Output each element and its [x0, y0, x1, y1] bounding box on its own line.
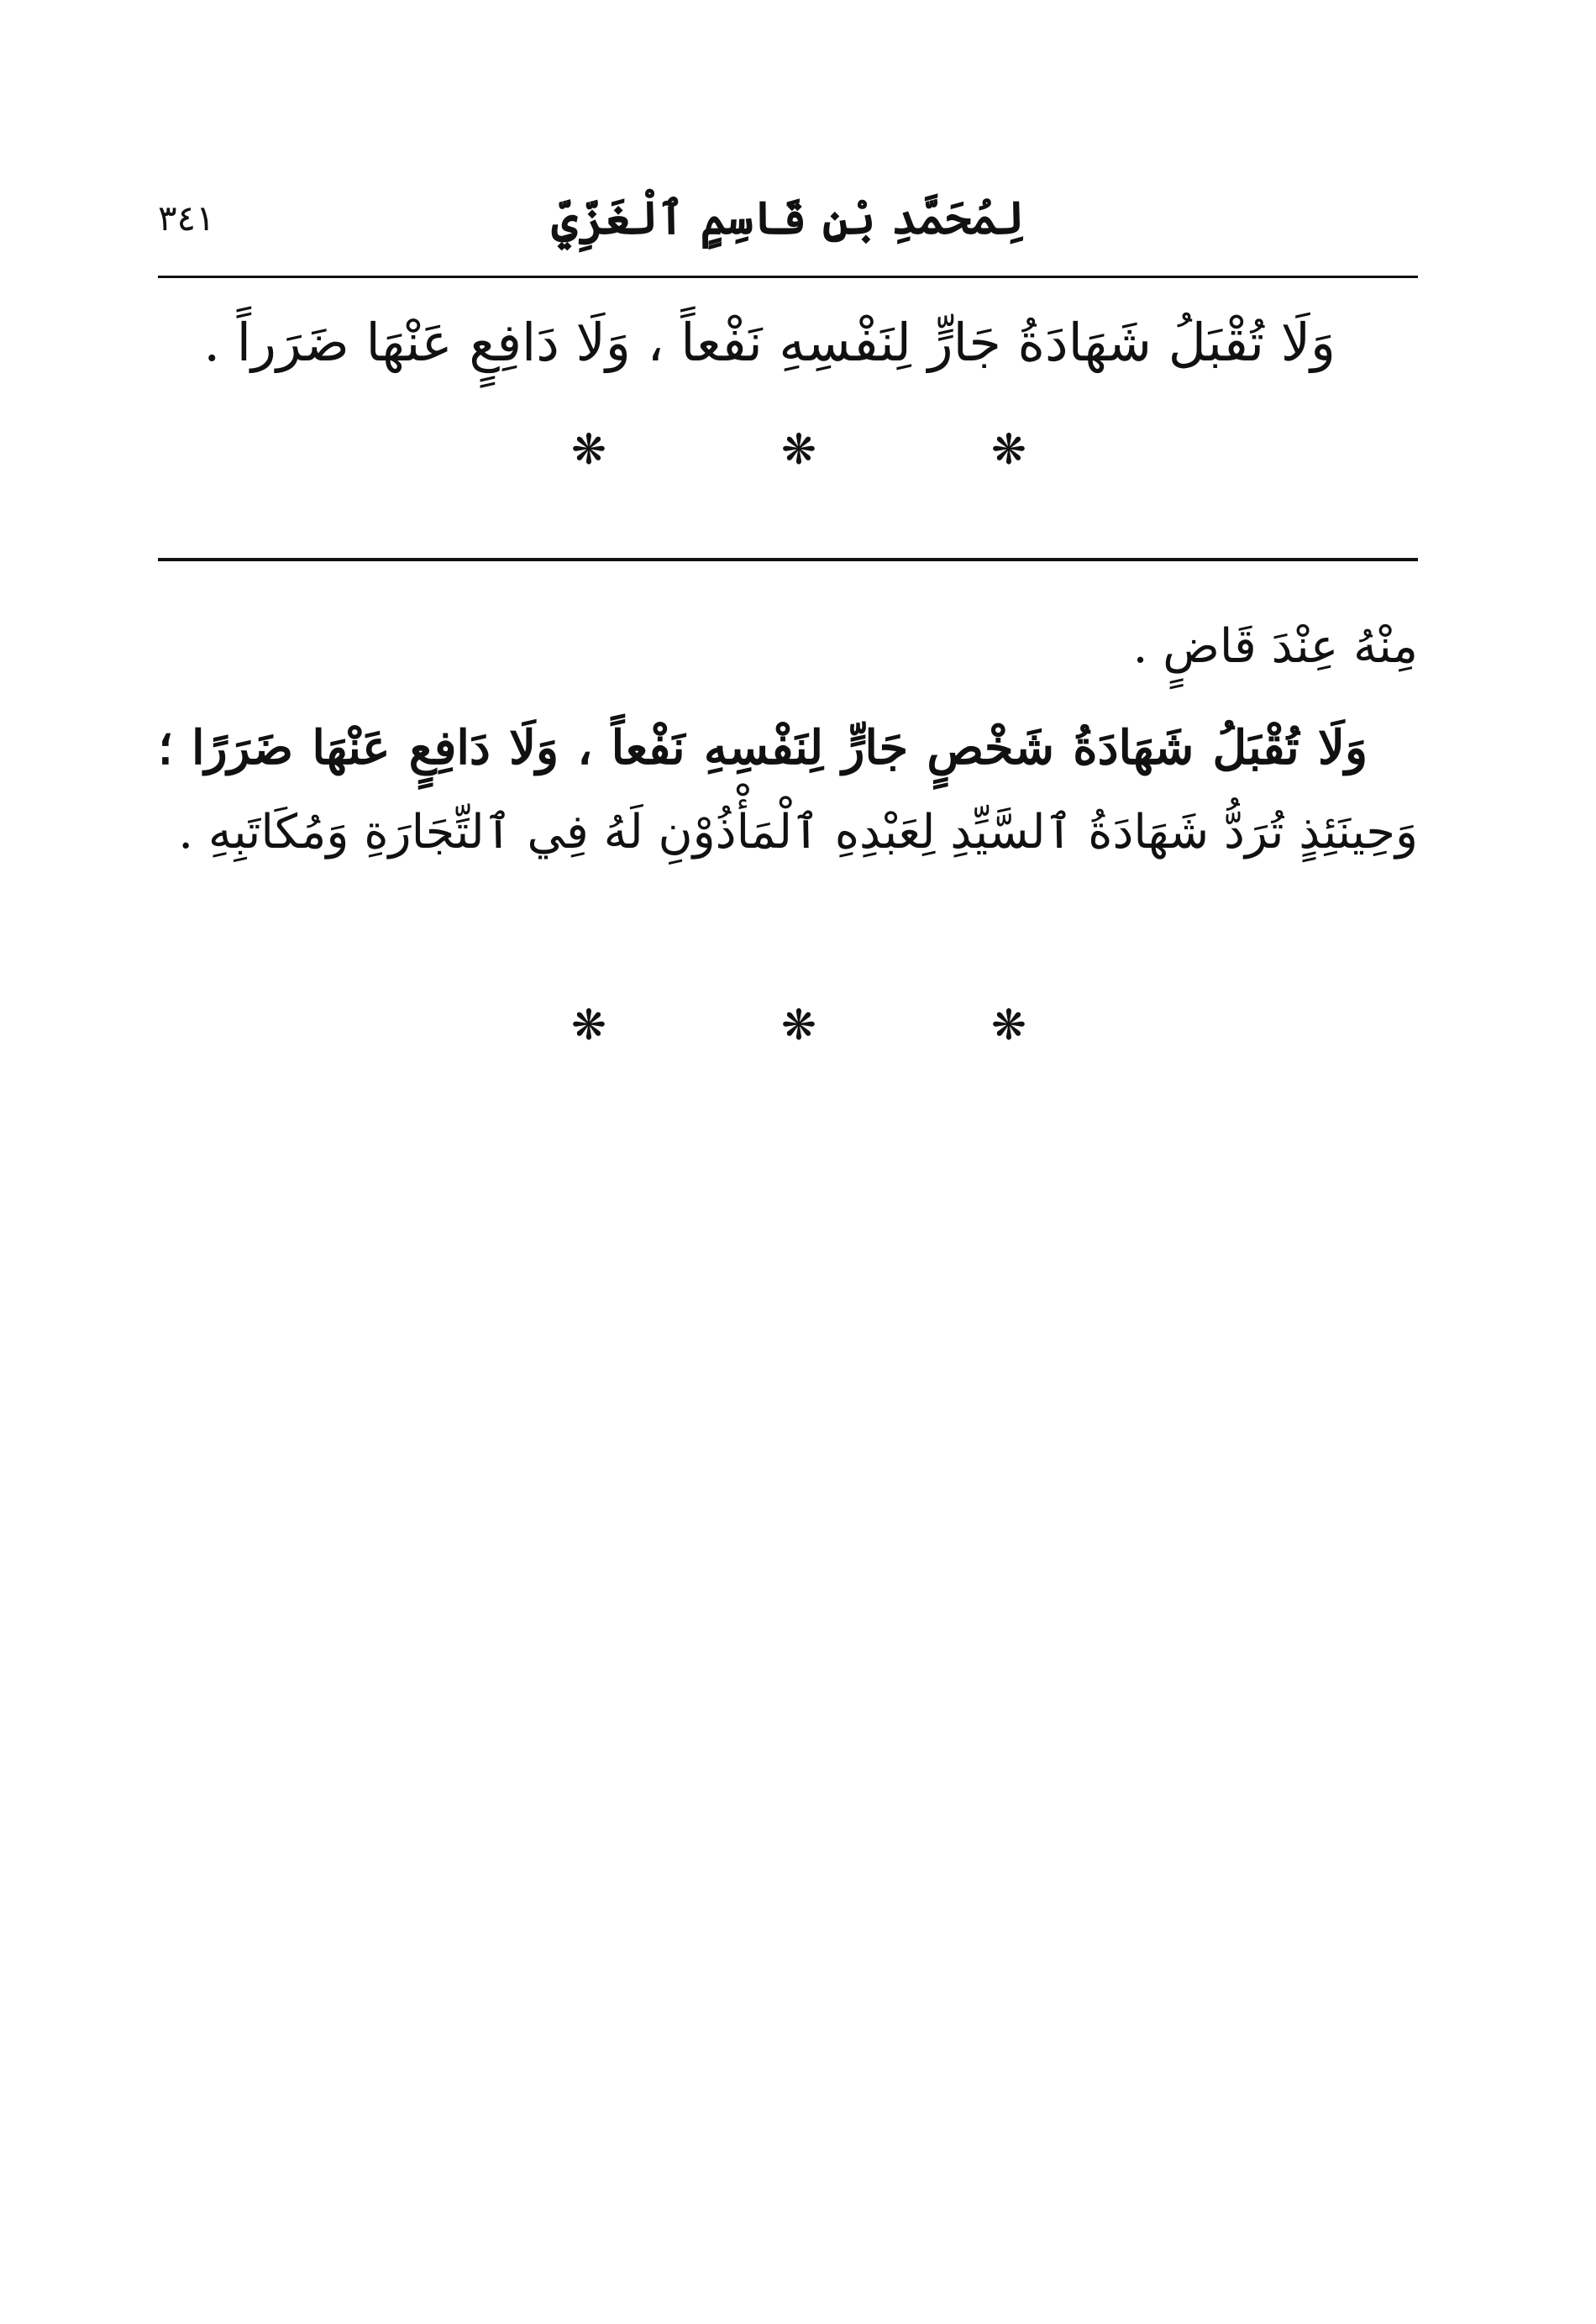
running-title: لِمُحَمَّدِ بْنِ قَاسِمٍ ٱلْغَزِّيِّ [551, 191, 1025, 244]
star-ornament-icon: ❋ [991, 425, 1026, 474]
end-separator [0, 1000, 1596, 1050]
matn-commentary-divider [158, 558, 1418, 561]
star-ornament-icon: ❋ [781, 1001, 816, 1049]
page-number: ٣٤١ [158, 197, 215, 239]
section-separator [0, 424, 1596, 475]
quoted-matn: وَلَا تُقْبَلُ شَهَادَةُ شَخْصٍ جَارٍّ لِنَفْسِهِ نَفْعاً ، وَلَا دَافِعٍ عَنْهَا ضَرَرًا ؛ [158, 720, 1368, 776]
commentary [158, 605, 1418, 875]
star-ornament-icon: ❋ [571, 425, 606, 474]
commentary-continuation: مِنْهُ عِنْدَ قَاضٍ . [1132, 619, 1418, 674]
page-header [158, 176, 1418, 269]
matn-text: وَلَا تُقْبَلُ شَهَادَةُ جَارٍّ لِنَفْسِهِ نَفْعاً ، وَلَا دَافِعٍ عَنْهَا ضَرَراً . [203, 312, 1336, 373]
commentary-paragraph [158, 706, 1418, 875]
star-ornament-icon: ❋ [991, 1001, 1026, 1049]
star-ornament-icon: ❋ [781, 425, 816, 474]
commentary-explanation: وَحِينَئِذٍ تُرَدُّ شَهَادَةُ ٱلسَّيِّدِ لِعَبْدِهِ ٱلْمَأْذُوْنِ لَهُ فِي ٱلتِّجَارَةِ وَمُكَاتَبِهِ . [178, 805, 1418, 860]
star-ornament-icon: ❋ [571, 1001, 606, 1049]
header-rule [158, 276, 1418, 278]
